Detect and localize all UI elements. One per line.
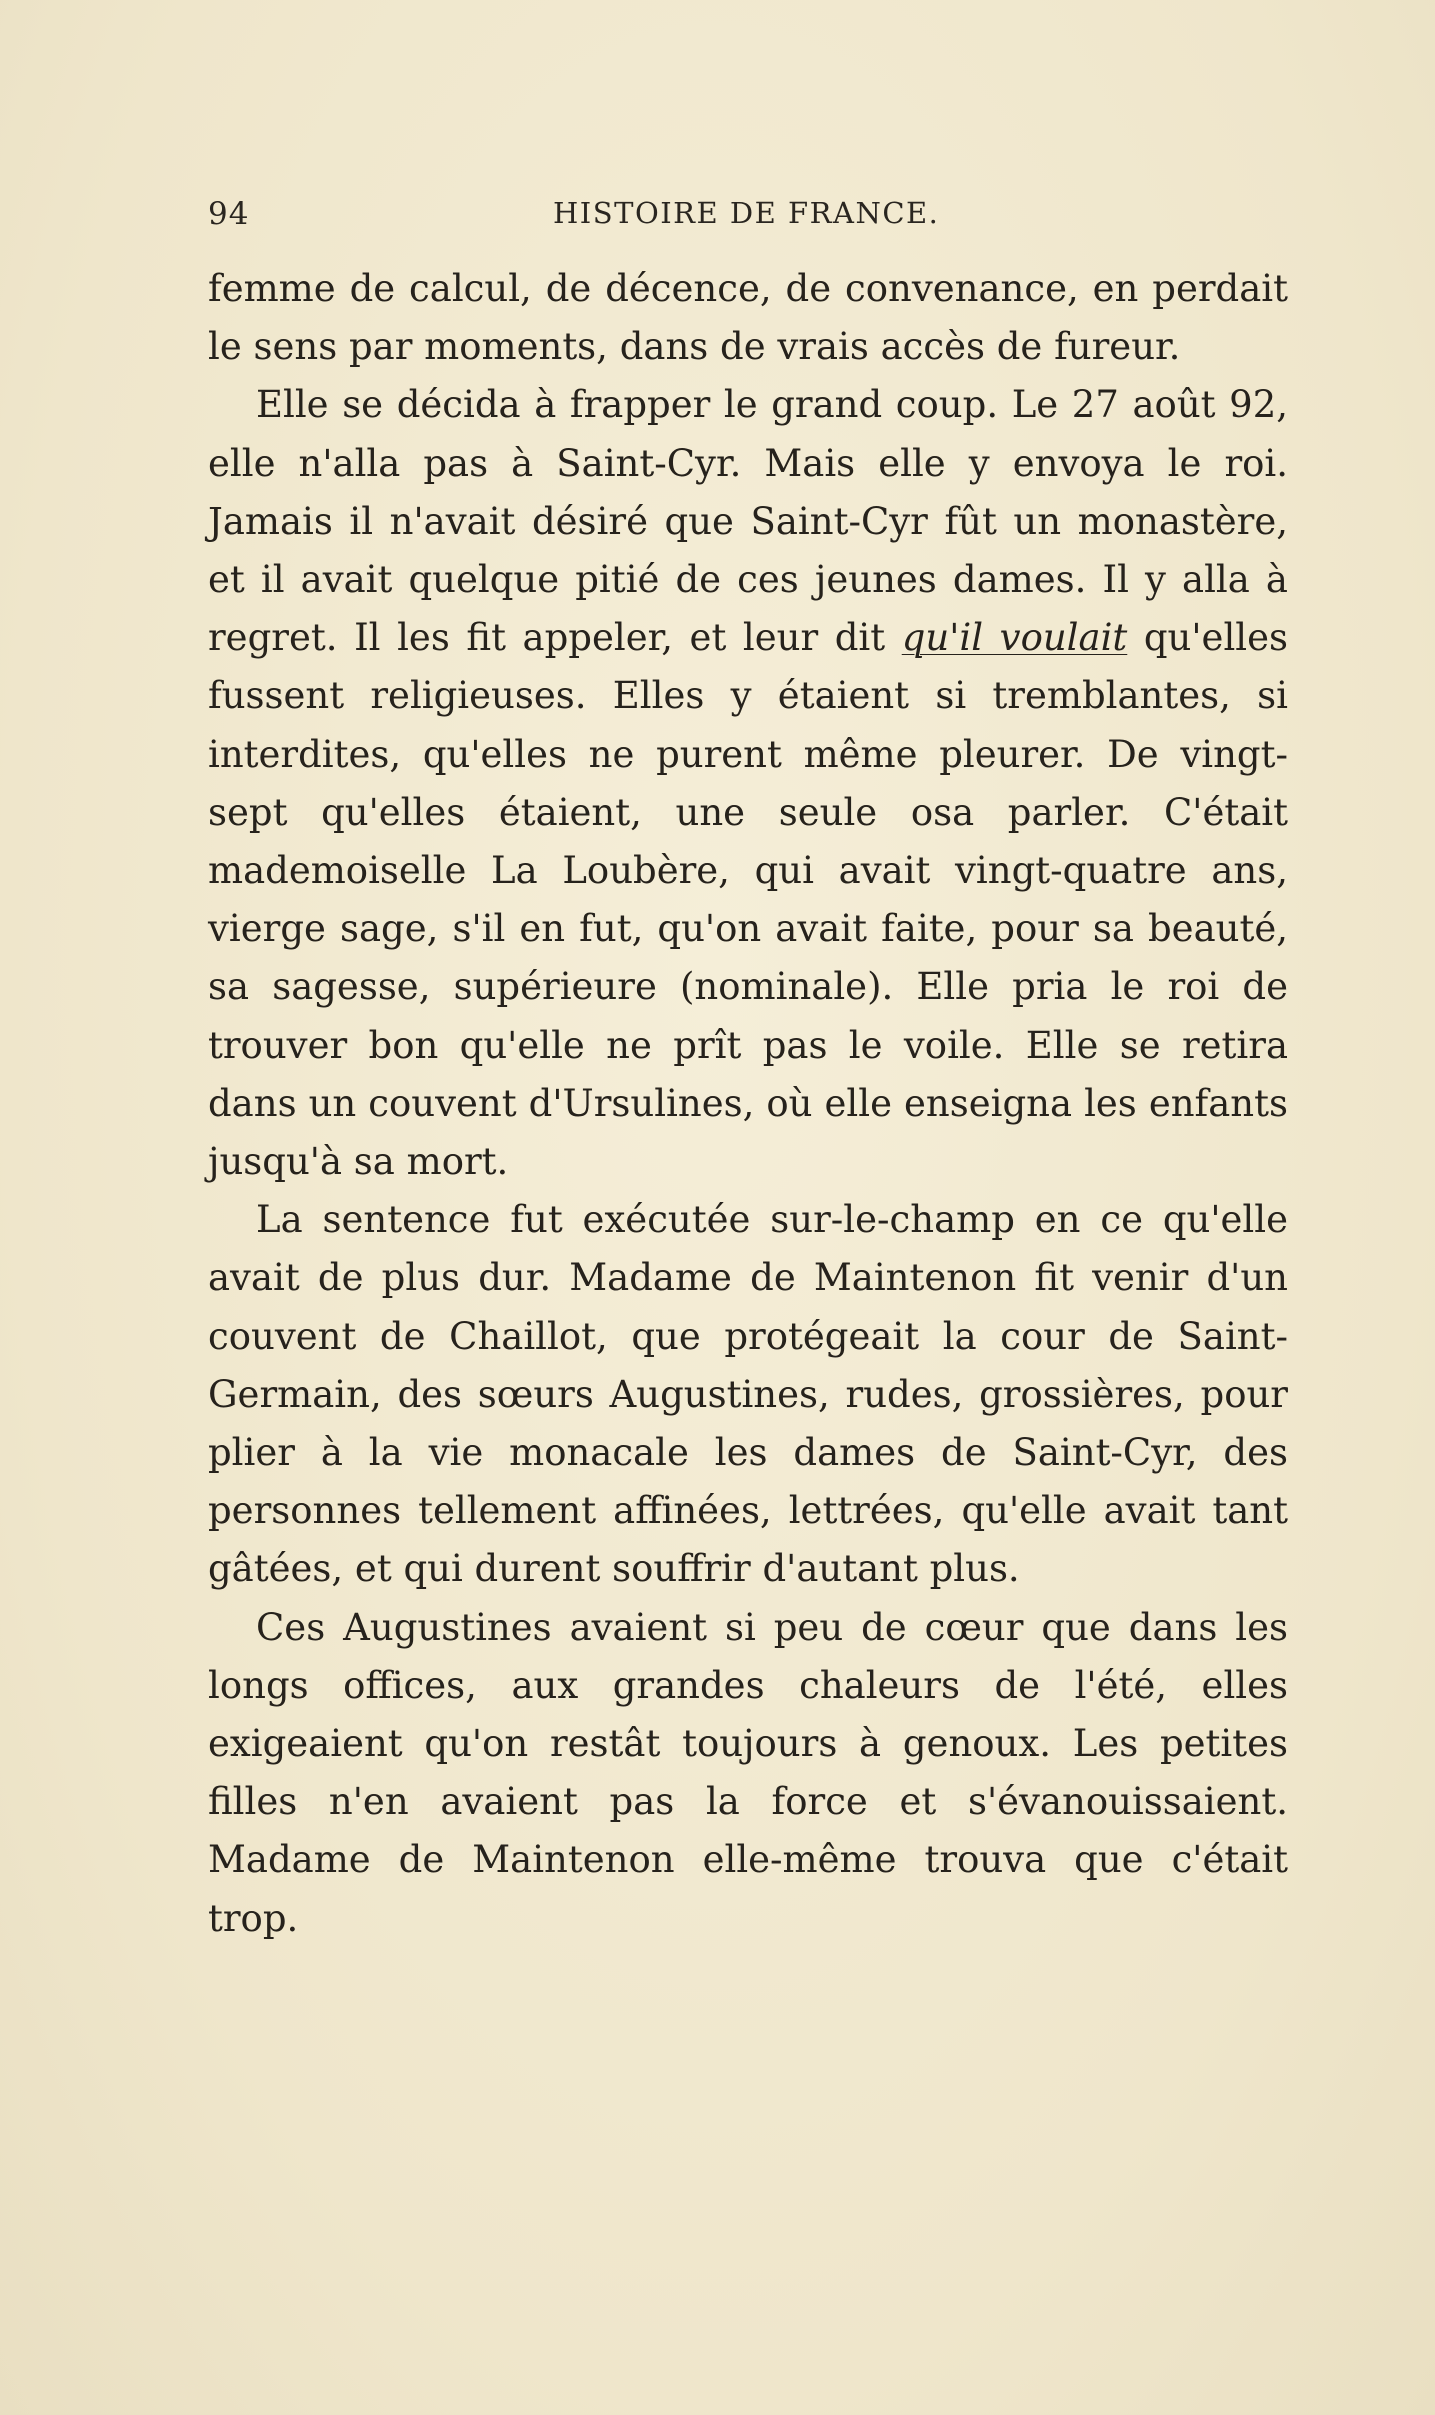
paragraph-4 (208, 1599, 1288, 1948)
paragraph-2-text: Elle se décida à frapper le grand coup. Le 27 août 92, elle n'alla pas à Saint-Cyr. Mais elle y envoya le roi. Jamais il n'avait désiré que Saint-Cyr fût un monastère, et il avait quelque pitié de ces jeunes dames. Il y alla à regret. Il les fit appeler, et leur dit (208, 383, 1288, 660)
paragraph-4-text: Ces Augustines avaient si peu de cœur que dans les longs offices, aux grandes chaleurs de l'été, elles exigeaient qu'on restât toujours à genoux. Les petites filles n'en avaient pas la force et s'évanouissaient. Madame de Maintenon elle-même trouva que c'était trop. (208, 1605, 1288, 1940)
text-body (208, 260, 1288, 1948)
running-title: HISTOIRE DE FRANCE. (553, 196, 940, 230)
paragraph-3 (208, 1191, 1288, 1598)
paragraph-3-text: La sentence fut exécutée sur-le-champ en ce qu'elle avait de plus dur. Madame de Maintenon fit venir d'un couvent de Chaillot, que protégeait la cour de Saint-Germain, des sœurs Augustines, rudes, grossières, pour plier à la vie monacale les dames de Saint-Cyr, des personnes tellement affinées, lettrées, qu'elle avait tant gâtées, et qui durent souffrir d'autant plus. (208, 1198, 1288, 1591)
page-number: 94 (208, 196, 250, 232)
paragraph-1-text: femme de calcul, de décence, de convenance, en perdait le sens par moments, dans de vrais accès de fureur. (208, 267, 1288, 369)
paragraph-2-italic: qu'il voulait (901, 616, 1128, 660)
paragraph-2 (208, 376, 1288, 1191)
paragraph-2-text-after: qu'elles fussent religieuses. Elles y étaient si tremblantes, si interdites, qu'elles ne purent même pleurer. De vingt-sept qu'elles étaient, une seule osa parler. C'était mademoiselle La Loubère, qui avait vingt-quatre ans, vierge sage, s'il en fut, qu'on avait faite, pour sa beauté, sa sagesse, supérieure (nominale). Elle pria le roi de trouver bon qu'elle ne prît pas le voile. Elle se retira dans un couvent d'Ursulines, où elle enseigna les enfants jusqu'à sa mort. (208, 616, 1289, 1184)
page-header (208, 196, 1288, 246)
paragraph-1 (208, 260, 1288, 376)
